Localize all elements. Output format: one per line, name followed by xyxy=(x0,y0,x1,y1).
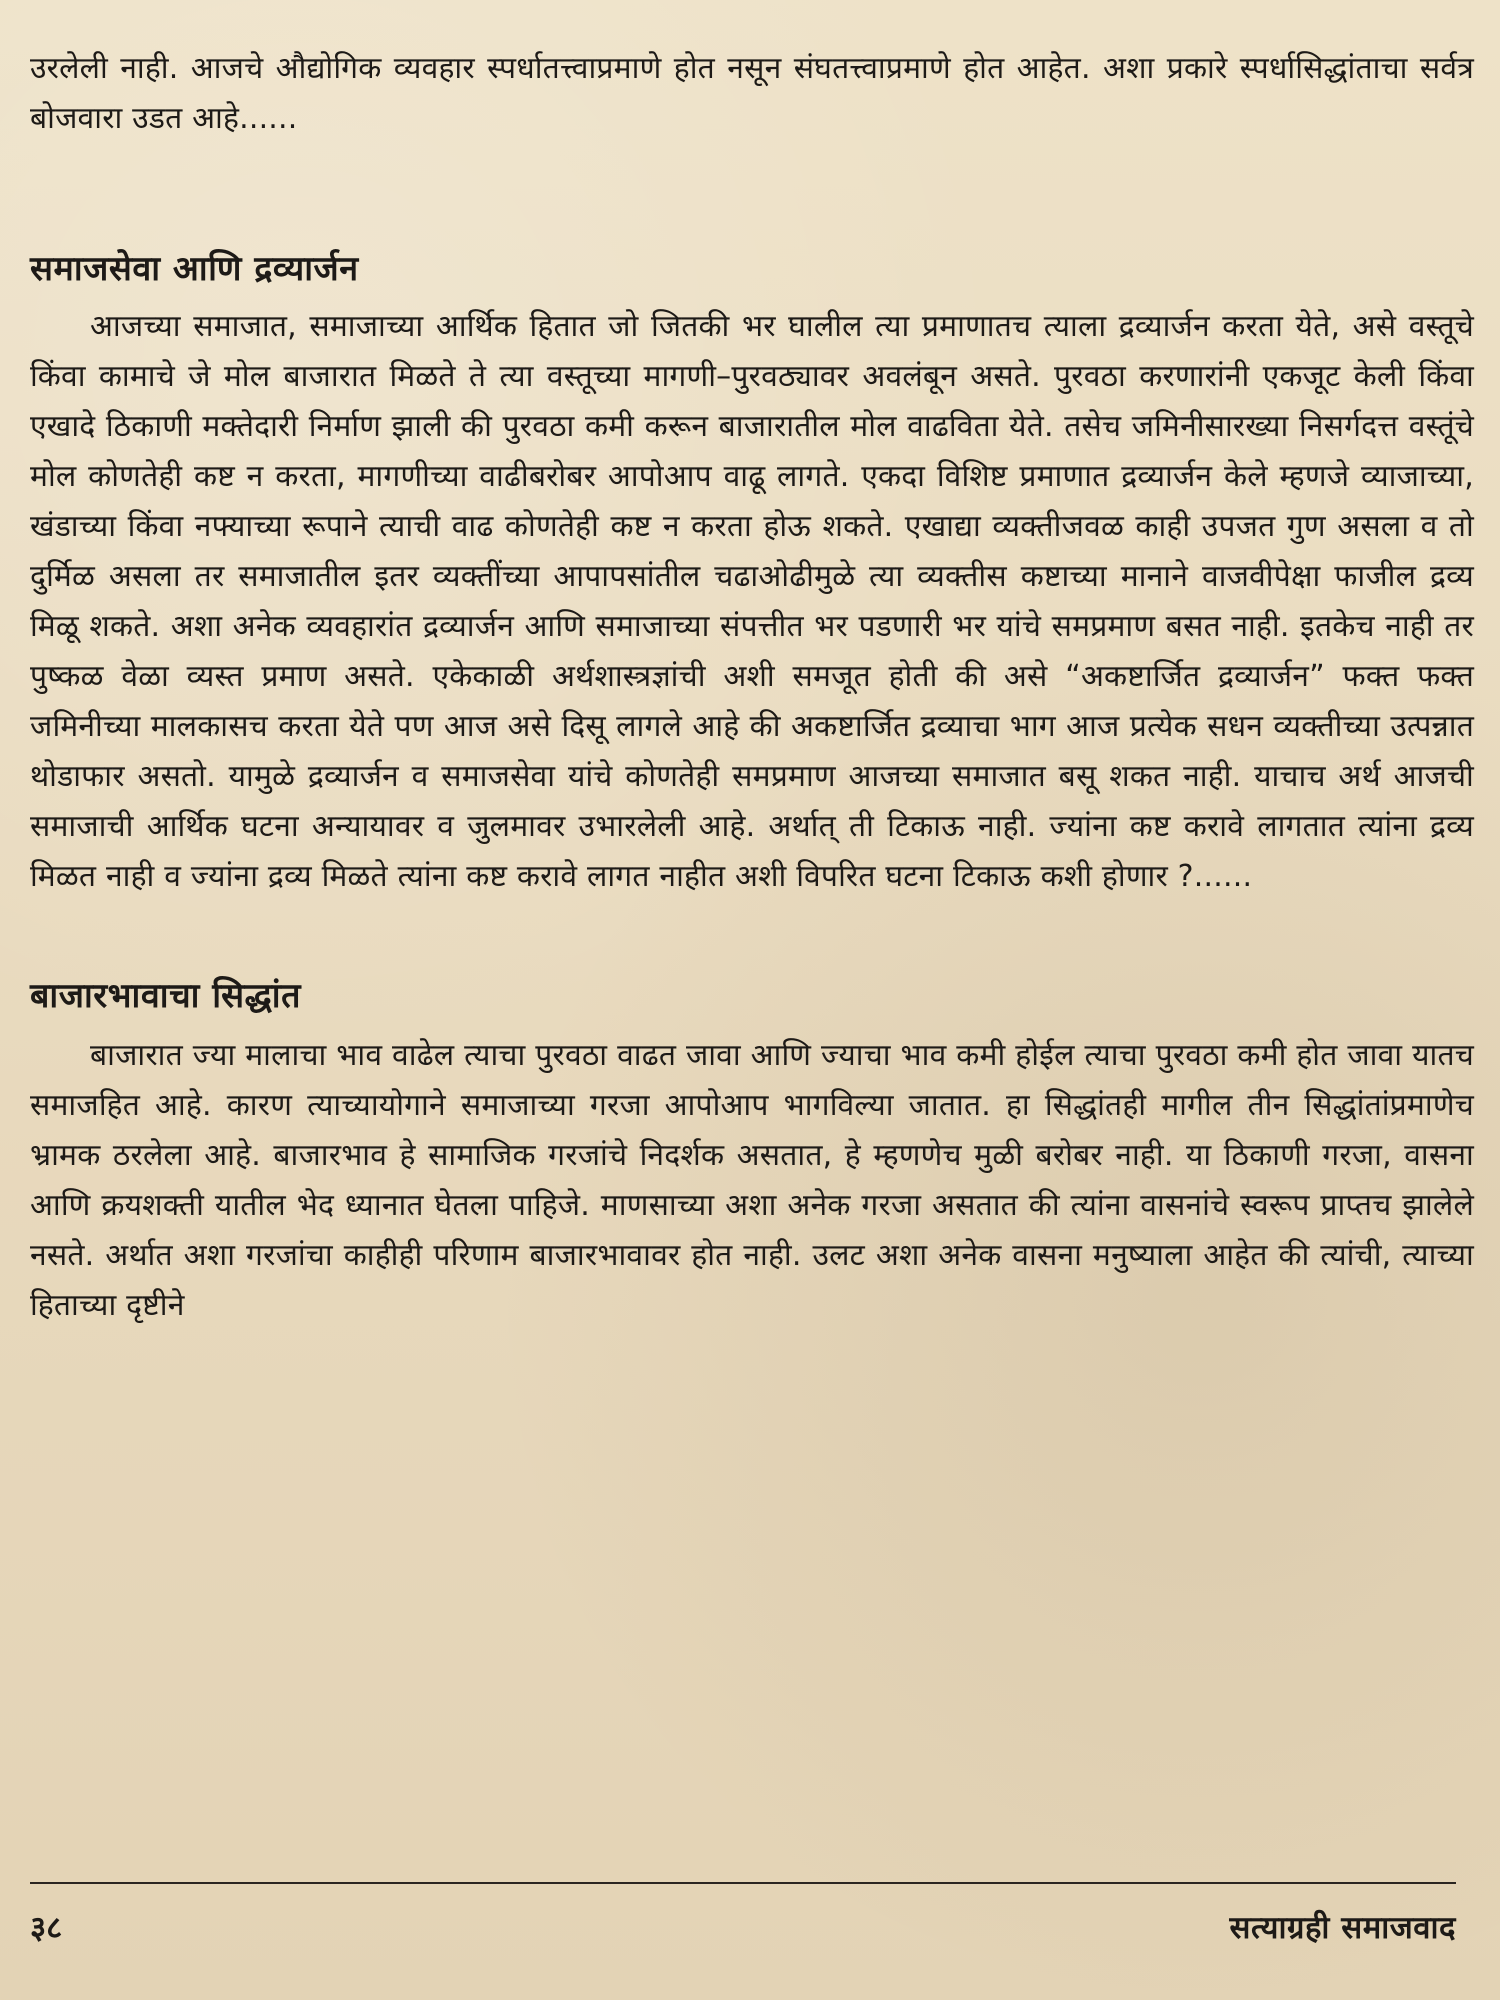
running-title: सत्याग्रही समाजवाद xyxy=(1229,1910,1456,1946)
page-footer xyxy=(30,1908,1456,1948)
footer-rule xyxy=(30,1882,1456,1884)
intro-paragraph: उरलेली नाही. आजचे औद्योगिक व्यवहार स्पर्धातत्त्वाप्रमाणे होत नसून संघतत्त्वाप्रमाणे होत आहेत. अशा प्रकारे स्पर्धासिद्धांताचा सर्वत्र बोजवारा उडत आहे...... xyxy=(30,51,1474,136)
section-heading-market-price: बाजारभावाचा सिद्धांत xyxy=(30,976,301,1016)
section-heading-social-service: समाजसेवा आणि द्रव्यार्जन xyxy=(30,249,359,289)
page-number: ३८ xyxy=(30,1910,63,1946)
section-paragraph-social-service: आजच्या समाजात, समाजाच्या आर्थिक हितात जो जितकी भर घालील त्या प्रमाणातच त्याला द्रव्यार्जन करता येते, असे वस्तूचे किंवा कामाचे जे मोल बाजारात मिळते ते त्या वस्तूच्या मागणी–पुरवठ्यावर अवलंबून असते. पुरवठा करणारांनी एकजूट केली किंवा एखादे ठिकाणी मक्तेदारी निर्माण झाली की पुरवठा कमी करून बाजारातील मोल वाढविता येते. तसेच जमिनीसारख्या निसर्गदत्त वस्तूंचे मोल कोणतेही कष्ट न करता, मागणीच्या वाढीबरोबर आपोआप वाढू लागते. एकदा विशिष्ट प्रमाणात द्रव्यार्जन केले म्हणजे व्याजाच्या, खंडाच्या किंवा नफ्याच्या रूपाने त्याची वाढ कोणतेही कष्ट न करता होऊ शकते. एखाद्या व्यक्तीजवळ काही उपजत गुण असला व तो दुर्मिळ असला तर समाजातील इतर व्यक्तींच्या आपापसांतील चढाओढीमुळे त्या व्यक्तीस कष्टाच्या मानाने वाजवीपेक्षा फाजील द्रव्य मिळू शकते. अशा अनेक व्यवहारांत द्रव्यार्जन आणि समाजाच्या संपत्तीत भर पडणारी भर यांचे समप्रमाण बसत नाही. इतकेच नाही तर पुष्कळ वेळा व्यस्त प्रमाण असते. एकेकाळी अर्थशास्त्रज्ञांची अशी समजूत होती की असे “अकष्टार्जित द्रव्यार्जन” फक्त फक्त जमिनीच्या मालकासच करता येते पण आज असे दिसू लागले आहे की अकष्टार्जित द्रव्याचा भाग आज प्रत्येक सधन व्यक्तीच्या उत्पन्नात थोडाफार असतो. यामुळे द्रव्यार्जन व समाजसेवा यांचे कोणतेही समप्रमाण आजच्या समाजात बसू शकत नाही. याचाच अर्थ आजची समाजाची आर्थिक घटना अन्यायावर व जुलमावर उभारलेली आहे. अर्थात् ती टिकाऊ नाही. ज्यांना कष्ट करावे लागतात त्यांना द्रव्य मिळत नाही व ज्यांना द्रव्य मिळते त्यांना कष्ट करावे लागत नाहीत अशी विपरित घटना टिकाऊ कशी होणार ?...... xyxy=(30,309,1474,894)
section-paragraph-market-price: बाजारात ज्या मालाचा भाव वाढेल त्याचा पुरवठा वाढत जावा आणि ज्याचा भाव कमी होईल त्याचा पुरवठा कमी होत जावा यातच समाजहित आहे. कारण त्याच्यायोगाने समाजाच्या गरजा आपोआप भागविल्या जातात. हा सिद्धांतही मागील तीन सिद्धांतांप्रमाणेच भ्रामक ठरलेला आहे. बाजारभाव हे सामाजिक गरजांचे निदर्शक असतात, हे म्हणणेच मुळी बरोबर नाही. या ठिकाणी गरजा, वासना आणि क्रयशक्ती यातील भेद ध्यानात घेतला पाहिजे. माणसाच्या अशा अनेक गरजा असतात की त्यांना वासनांचे स्वरूप प्राप्तच झालेले नसते. अर्थात अशा गरजांचा काहीही परिणाम बाजारभावावर होत नाही. उलट अशा अनेक वासना मनुष्याला आहेत की त्यांची, त्याच्या हिताच्या दृष्टीने xyxy=(30,1038,1474,1323)
